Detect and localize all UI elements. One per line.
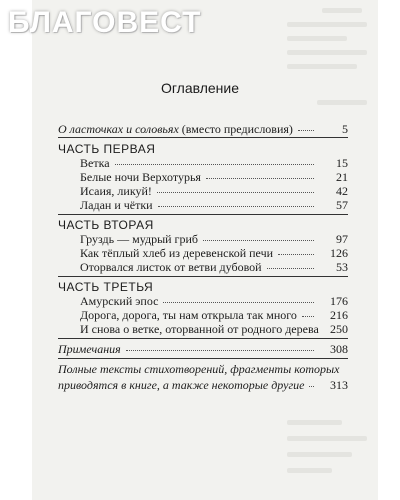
toc-entry-preface: [58, 121, 348, 137]
bleed-through-text: [287, 452, 352, 457]
notes-title: Примечания: [58, 342, 121, 356]
toc-entry-title: [58, 341, 121, 357]
dot-leader: [158, 206, 314, 207]
page-number: 42: [336, 184, 348, 198]
appendix-line2: приводятся в книге, а также некоторые другие: [58, 378, 305, 392]
toc-entry-title: Груздь — мудрый гриб: [80, 232, 199, 246]
dot-leader: [126, 350, 314, 351]
bleed-through-text: [287, 420, 342, 425]
part-heading: ЧАСТЬ ВТОРАЯ: [58, 218, 154, 232]
toc-entry-title: Белые ночи Верхотурья: [80, 170, 201, 184]
preface-suffix: (вместо предисловия): [181, 122, 293, 136]
toc-entry-title: Ветка: [80, 156, 110, 170]
page-number: 5: [342, 122, 348, 136]
part-heading: ЧАСТЬ ПЕРВАЯ: [58, 142, 156, 156]
toc-entry-appendix: [58, 377, 348, 393]
page-number: 126: [330, 246, 348, 260]
preface-title: О ласточках и соловьях: [58, 122, 179, 136]
toc-entry-title: Оторвался листок от ветви дубовой: [80, 260, 262, 274]
section-divider: [58, 137, 348, 138]
toc-entry-appendix-line1: Полные тексты стихотворений, фрагменты которых: [58, 362, 340, 376]
toc-entry-notes: [58, 341, 348, 357]
bleed-through-text: [322, 8, 362, 13]
toc-entry-title: Как тёплый хлеб из деревенской печи: [80, 246, 274, 260]
dot-leader: [115, 164, 314, 165]
toc-entry: [80, 197, 348, 213]
bleed-through-text: [287, 468, 332, 473]
bleed-through-text: [317, 100, 367, 105]
toc-entry: [80, 259, 348, 275]
dot-leader: [298, 130, 314, 131]
page-number: 97: [336, 232, 348, 246]
toc-entry-title: Исаия, ликуй!: [80, 184, 152, 198]
bleed-through-text: [287, 36, 347, 41]
dot-leader: [267, 268, 314, 269]
bleed-through-text: [287, 436, 367, 441]
dot-leader: [163, 302, 314, 303]
page-number: 313: [330, 378, 348, 392]
bleed-through-text: [287, 22, 367, 27]
watermark-logo: БЛАГОВЕСТ: [8, 6, 202, 39]
toc-entry-title: И снова о ветке, оторванной от родного дерева: [80, 322, 319, 336]
toc-entry-title: [58, 121, 293, 137]
page-number: 57: [336, 198, 348, 212]
toc-entry-title: [58, 377, 304, 393]
page-number: 21: [336, 170, 348, 184]
page-title: Оглавление: [160, 80, 240, 96]
toc-entry-title: Амурский эпос: [80, 294, 159, 308]
page-number: 53: [336, 260, 348, 274]
dot-leader: [309, 386, 314, 387]
dot-leader: [206, 178, 314, 179]
section-divider: [58, 338, 348, 339]
section-divider: [58, 276, 348, 277]
dot-leader: [278, 254, 314, 255]
dot-leader: [302, 316, 314, 317]
toc-entry: [80, 321, 348, 337]
toc-entry-title: Дорога, дорога, ты нам открыла так много: [80, 308, 297, 322]
section-divider: [58, 358, 348, 359]
bleed-through-text: [287, 50, 367, 55]
page-number: 176: [330, 294, 348, 308]
page-number: 216: [330, 308, 348, 322]
toc-entry-title: Ладан и чётки: [80, 198, 153, 212]
dot-leader: [203, 240, 314, 241]
bleed-through-text: [287, 64, 357, 69]
section-divider: [58, 214, 348, 215]
dot-leader: [157, 192, 314, 193]
part-heading: ЧАСТЬ ТРЕТЬЯ: [58, 280, 154, 294]
page-number: 308: [330, 342, 348, 356]
page-number: 250: [330, 322, 348, 336]
page-number: 15: [336, 156, 348, 170]
